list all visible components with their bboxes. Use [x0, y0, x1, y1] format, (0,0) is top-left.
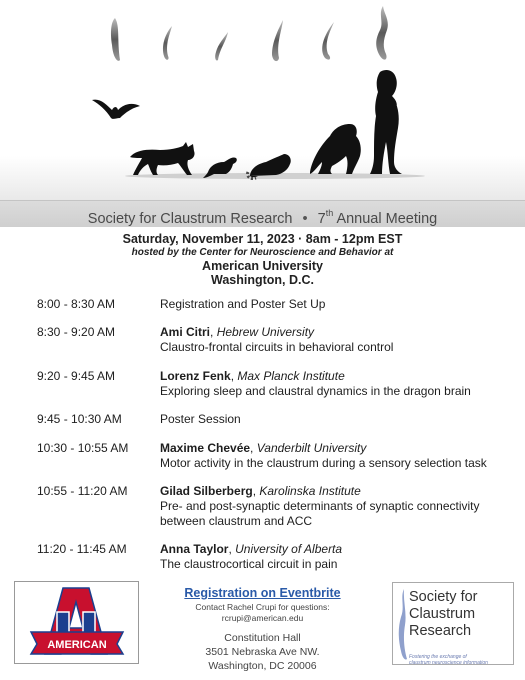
scr-logo-line-3: Research [409, 623, 472, 639]
au-wordmark: AMERICAN [47, 639, 107, 651]
bat-silhouette [92, 100, 140, 119]
meeting-title-bar [0, 200, 525, 227]
scr-tagline-2: claustrum neuroscience information [409, 660, 488, 666]
speaker-institution: Max Planck Institute [237, 369, 345, 383]
org-name: Society for Claustrum Research [87, 210, 293, 227]
claustrum-shape-6 [376, 6, 388, 60]
schedule-time: 10:55 - 11:20 AM [37, 484, 128, 498]
talk-title: Pre- and post-synaptic determinants of synaptic connectivity between claustrum and ACC [160, 499, 480, 528]
speaker-name: Gilad Silberberg [160, 484, 253, 498]
address-line-1: Constitution Hall [224, 632, 301, 644]
title-separator: • [302, 210, 308, 227]
contact-line: Contact Rachel Crupi for questions: [195, 602, 330, 612]
meeting-ordinal-suffix: th [325, 208, 334, 218]
speaker-institution: University of Alberta [235, 542, 343, 556]
eventbrite-registration-link[interactable]: Registration on Eventbrite [184, 586, 341, 600]
scr-tagline-1: Fostering the exchange of [409, 654, 467, 660]
address-line-3: Washington, DC 20006 [208, 660, 317, 672]
session-title: Registration and Poster Set Up [160, 297, 326, 311]
event-city: Washington, D.C. [211, 273, 314, 287]
scr-logo [392, 582, 514, 665]
schedule-time: 11:20 - 11:45 AM [37, 542, 127, 556]
meeting-ordinal: 7 [317, 210, 326, 227]
meeting-label: Annual Meeting [336, 210, 438, 227]
speaker-institution: Vanderbilt University [256, 441, 367, 455]
cat-silhouette [130, 142, 195, 175]
speaker-name: Lorenz Fenk [160, 369, 231, 383]
event-host: hosted by the Center for Neuroscience and Behavior at [131, 247, 394, 258]
event-details [0, 232, 525, 287]
claustrum-shape-4 [272, 20, 283, 61]
scr-logo-line-1: Society for [409, 589, 478, 605]
schedule-time: 8:30 - 9:20 AM [37, 325, 116, 339]
talk-title: Motor activity in the claustrum during a sensory selection task [160, 456, 487, 470]
claustrum-shape-3 [215, 32, 228, 61]
talk-title: Exploring sleep and claustral dynamics in the dragon brain [160, 384, 471, 398]
claustrum-logo-icon [395, 587, 409, 663]
claustrum-shape-2 [163, 26, 172, 60]
event-date: Saturday, November 11, 2023 · 8am - 12pm EST [122, 232, 403, 246]
speaker-name: Maxime Chevée [160, 441, 251, 455]
registration-info [140, 586, 385, 673]
schedule-time: 9:20 - 9:45 AM [37, 369, 116, 383]
speaker-name: Anna Taylor [160, 542, 229, 556]
address-block [140, 631, 385, 673]
evolution-illustration [0, 0, 525, 200]
event-venue: American University [202, 259, 323, 273]
banner-illustration [0, 0, 525, 200]
talk-title: The claustrocortical circuit in pain [160, 557, 338, 571]
claustrum-shape-1 [111, 18, 120, 61]
speaker-name: Ami Citri [160, 325, 211, 339]
scr-logo-line-2: Claustrum [409, 606, 476, 622]
footer [0, 578, 525, 680]
schedule-time: 8:00 - 8:30 AM [37, 297, 116, 311]
contact-email[interactable]: rcrupi@american.edu [221, 613, 304, 623]
talk-title: Claustro-frontal circuits in behavioral control [160, 340, 394, 354]
speaker-institution: Hebrew University [216, 325, 315, 339]
speaker-institution: Karolinska Institute [259, 484, 361, 498]
schedule-time: 10:30 - 10:55 AM [37, 441, 129, 455]
american-university-logo [14, 581, 139, 664]
human-silhouette [370, 70, 402, 174]
address-line-2: 3501 Nebraska Ave NW. [205, 646, 320, 658]
claustrum-shape-5 [322, 22, 334, 60]
chimpanzee-silhouette [310, 124, 361, 174]
au-emblem-icon [15, 582, 140, 665]
schedule-time: 9:45 - 10:30 AM [37, 412, 122, 426]
session-title: Poster Session [160, 412, 241, 426]
